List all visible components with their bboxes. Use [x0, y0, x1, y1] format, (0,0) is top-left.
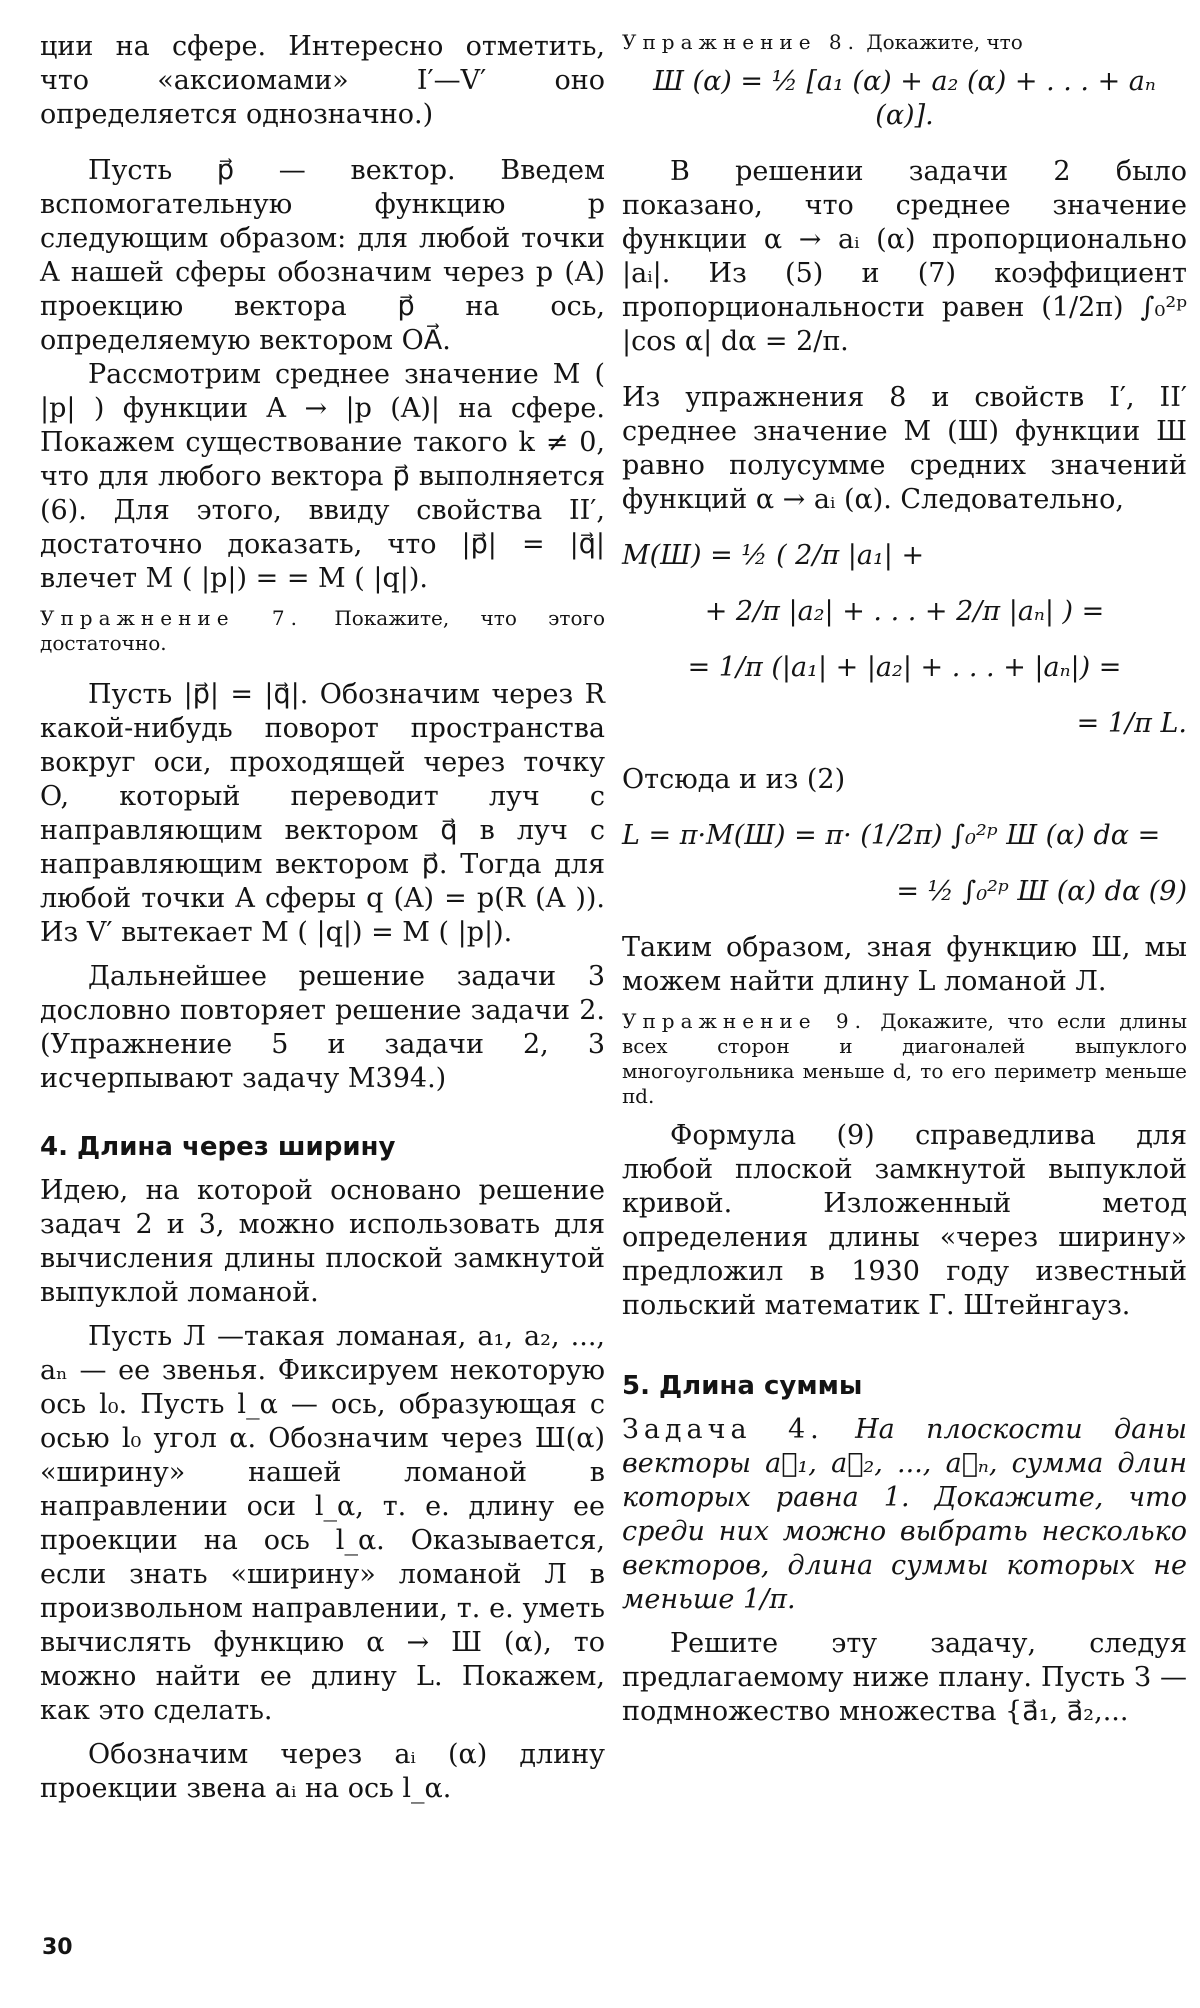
paragraph: Формула (9) справедлива для любой плоской замкнутой выпуклой кривой. Изложенный метод определения длины «через ширину» предложил в 1930 году известный польский математик Г. Штейнгауз. — [622, 1120, 1187, 1321]
exercise-label: Упражнение 7. — [40, 606, 303, 630]
paragraph: Отсюда и из (2) — [622, 764, 846, 795]
exercise-9 — [622, 1009, 1187, 1109]
paragraph: В решении задачи 2 было показано, что среднее значение функции α → aᵢ (α) пропорционально |aᵢ|. Из (5) и (7) коэффициент пропорциональности равен (1/2π) ∫₀²ᵖ |cos α| dα = 2/π. — [622, 156, 1187, 357]
right-column — [622, 30, 1187, 1729]
paragraph: Пусть |p⃗| = |q⃗|. Обозначим через R какой-нибудь поворот пространства вокруг оси, проходящей через точку O, который переводит луч с направляющим вектором q⃗ в луч с направляющим вектором p⃗. Тогда для любой точки A сферы q (A) = p(R (A )). Из V′ вытекает M ( |q|) = M ( |p|). — [40, 679, 605, 948]
formula: L = π·M(Ш) = π· (1/2π) ∫₀²ᵖ Ш (α) dα = — [622, 820, 1161, 851]
paragraph: Решите эту задачу, следуя предлагаемому ниже плану. Пусть З — подмножество множества {a⃗₁, a⃗₂,... — [622, 1628, 1187, 1727]
paragraph: Пусть Л —такая ломаная, a₁, a₂, ..., aₙ — ее звенья. Фиксируем некоторую ось l₀. Пусть l_α — ось, образующая с осью l₀ угол α. Обозначим через Ш(α) «ширину» нашей ломаной в направлении оси l_α, т. е. длину ее проекции на ось l_α. Оказывается, если знать «ширину» ломаной Л в произвольном направлении, т. е. уметь вычислять функцию α → Ш (α), то можно найти ее длину L. Покажем, как это сделать. — [40, 1321, 605, 1726]
exercise-label: Упражнение 9. — [622, 1009, 867, 1033]
exercise-text: Докажите, что если длины всех сторон и диагоналей выпуклого многоугольника меньше d, то его периметр меньше πd. — [622, 1009, 1187, 1108]
paragraph: Обозначим через aᵢ (α) длину проекции звена aᵢ на ось l_α. — [40, 1739, 605, 1804]
task-label: Задача 4. — [622, 1414, 824, 1445]
formula: = 1/π L. — [1076, 708, 1187, 739]
formula: = ½ ∫₀²ᵖ Ш (α) dα (9) — [896, 876, 1187, 907]
paragraph: Идею, на которой основано решение задач 2 и 3, можно использовать для вычисления длины плоской замкнутой выпуклой ломаной. — [40, 1175, 605, 1308]
section-heading-4: 4. Длина через ширину — [40, 1132, 396, 1162]
formula: M(Ш) = ½ ( 2/π |a₁| + — [622, 540, 925, 571]
exercise-8 — [622, 30, 1187, 55]
exercise-text: Докажите, что — [866, 30, 1023, 54]
section-heading-5: 5. Длина суммы — [622, 1371, 863, 1401]
page-number: 30 — [42, 1935, 73, 1960]
exercise-label: Упражнение 8. — [622, 30, 861, 54]
paragraph: Дальнейшее решение задачи 3 дословно повторяет решение задачи 2. (Упражнение 5 и задачи 2, 3 исчерпывают задачу М394.) — [40, 961, 605, 1094]
paragraph: ции на сфере. Интересно отметить, что «аксиомами» I′—V′ оно определяется однозначно.) — [40, 31, 605, 130]
paragraph: Рассмотрим среднее значение M ( |p| ) функции A → |p (A)| на сфере. Покажем существование такого k ≠ 0, что для любого вектора p⃗ выполняется (6). Для этого, ввиду свойства II′, достаточно доказать, что |p⃗| = |q⃗| влечет M ( |p|) = = M ( |q|). — [40, 359, 605, 594]
paragraph: Из упражнения 8 и свойств I′, II′ среднее значение M (Ш) функции Ш равно полусумме средних значений функций α → aᵢ (α). Следовательно, — [622, 382, 1187, 515]
formula: = 1/π (|a₁| + |a₂| + . . . + |aₙ|) = — [687, 652, 1122, 683]
paragraph: Пусть p⃗ — вектор. Введем вспомогательную функцию p следующим образом: для любой точки A нашей сферы обозначим через p (A) проекцию вектора p⃗ на ось, определяемую вектором OA⃗. — [40, 155, 605, 356]
left-column — [40, 30, 605, 1806]
task-4 — [622, 1413, 1187, 1617]
exercise-7 — [40, 606, 605, 656]
exercise-text: Покажите, что этого достаточно. — [40, 606, 606, 655]
formula: + 2/π |a₂| + . . . + 2/π |aₙ| ) = — [704, 596, 1105, 627]
paragraph: Таким образом, зная функцию Ш, мы можем найти длину L ломаной Л. — [622, 932, 1187, 997]
formula: Ш (α) = ½ [a₁ (α) + a₂ (α) + . . . + aₙ (α)]. — [653, 66, 1156, 131]
task-text: На плоскости даны векторы a⃗₁, a⃗₂, ..., a⃗ₙ, сумма длин которых равна 1. Докажите, что среди них можно выбрать несколько векторов, длина суммы которых не меньше 1/π. — [622, 1414, 1187, 1615]
